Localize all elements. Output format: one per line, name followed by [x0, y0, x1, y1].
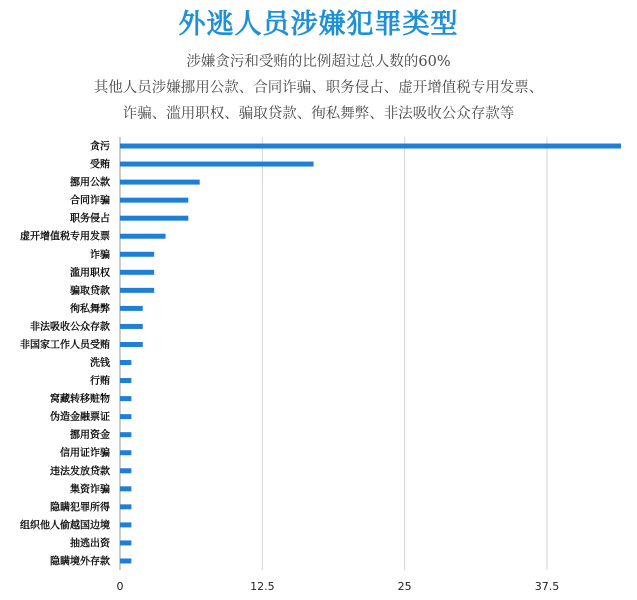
bar	[120, 306, 143, 311]
x-tick-label: 25	[397, 580, 412, 593]
bar	[120, 468, 131, 473]
bar	[120, 522, 131, 527]
category-label: 隐瞒境外存款	[50, 556, 110, 568]
category-label: 徇私舞弊	[70, 303, 110, 315]
x-tick-labels	[117, 580, 560, 593]
bar	[120, 144, 621, 149]
category-label: 骗取贷款	[70, 285, 110, 297]
category-label: 行贿	[90, 376, 110, 388]
bar	[120, 558, 131, 563]
bar	[120, 324, 143, 329]
bar	[120, 360, 131, 365]
x-tick-label: 0	[116, 580, 124, 593]
category-label: 滥用职权	[70, 267, 110, 279]
category-label: 虚开增值税专用发票	[20, 231, 110, 243]
bar	[120, 504, 131, 509]
category-label: 隐瞒犯罪所得	[50, 502, 110, 514]
x-tick-label: 12.5	[250, 580, 275, 593]
category-label: 抽逃出资	[70, 538, 110, 550]
subtitle-line-2: 其他人员涉嫌挪用公款、合同诈骗、职务侵占、虚开增值税专用发票、	[93, 80, 544, 96]
subtitle-line-1: 涉嫌贪污和受贿的比例超过总人数的60%	[186, 54, 451, 70]
category-label: 非国家工作人员受贿	[20, 339, 110, 351]
bar	[120, 396, 131, 401]
category-label: 受贿	[90, 159, 110, 171]
category-label: 窝藏转移赃物	[50, 394, 110, 406]
bar	[120, 252, 154, 257]
bar	[120, 216, 188, 221]
category-label: 合同诈骗	[70, 195, 110, 207]
x-tick-label: 37.5	[534, 580, 560, 593]
category-label: 诈骗	[90, 249, 110, 261]
category-label: 伪造金融票证	[50, 412, 110, 424]
category-label: 组织他人偷越国边境	[20, 520, 110, 532]
bar	[120, 342, 143, 347]
bar	[120, 432, 131, 437]
category-label: 职务侵占	[70, 213, 110, 225]
bar	[120, 414, 131, 419]
category-label: 违法发放贷款	[50, 466, 110, 478]
bar	[120, 540, 131, 545]
bar	[120, 162, 314, 167]
category-label: 挪用公款	[70, 177, 110, 189]
category-label: 集资诈骗	[70, 484, 110, 496]
bar	[120, 288, 154, 293]
category-label: 贪污	[90, 141, 110, 153]
bars	[120, 144, 621, 564]
category-label: 洗钱	[90, 358, 110, 370]
bar	[120, 486, 131, 491]
chart-title: 外逃人员涉嫌犯罪类型	[178, 9, 459, 40]
bar	[120, 180, 200, 185]
category-labels	[20, 140, 111, 568]
bar	[120, 378, 131, 383]
bar	[120, 198, 188, 203]
category-label: 信用证诈骗	[60, 448, 110, 460]
bar	[120, 450, 131, 455]
bar	[120, 270, 154, 275]
category-label: 非法吸收公众存款	[30, 321, 110, 333]
bar	[120, 234, 166, 239]
subtitle-line-3: 诈骗、滥用职权、骗取贷款、徇私舞弊、非法吸收公众存款等	[122, 106, 515, 122]
category-label: 挪用资金	[70, 430, 110, 442]
